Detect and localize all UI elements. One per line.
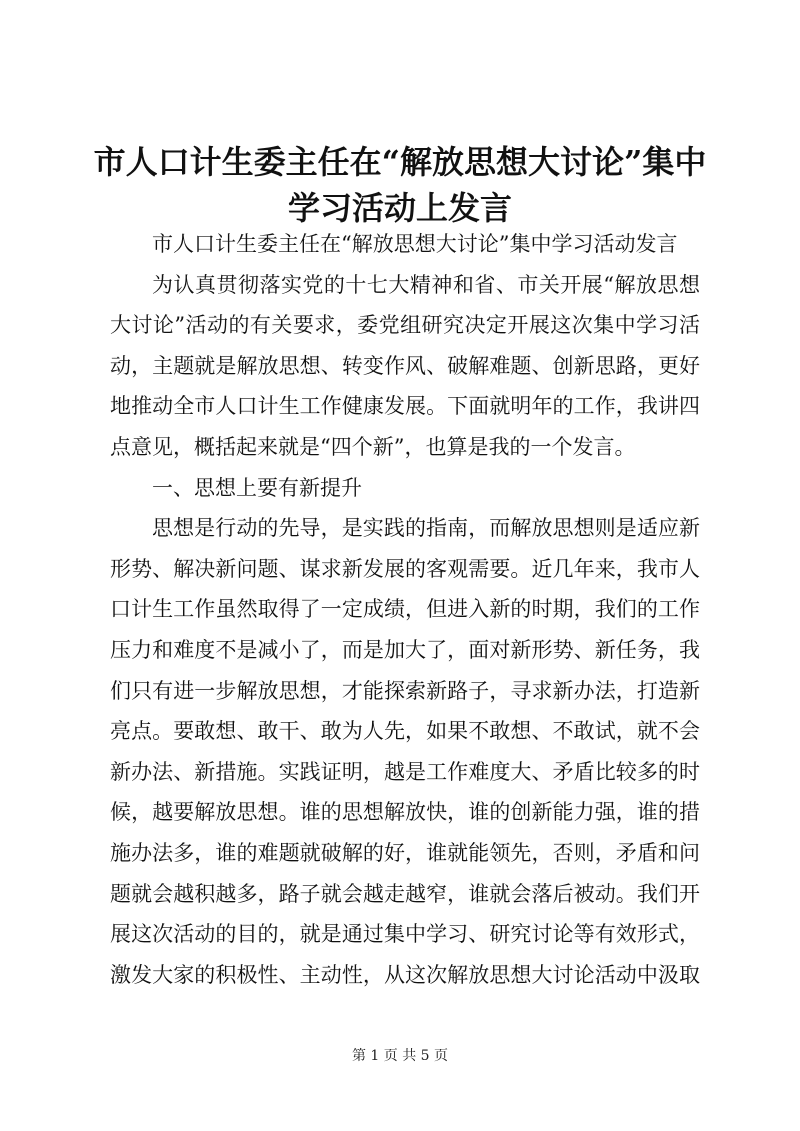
page-footer: 第 1 页 共 5 页 bbox=[351, 1048, 449, 1064]
paragraph-line: 们只有进一步解放思想，才能探索新路子，寻求新办法，打造新 bbox=[110, 678, 700, 703]
paragraph-line: 激发大家的积极性、主动性，从这次解放思想大讨论活动中汲取 bbox=[110, 962, 700, 987]
document-title-line-2: 学习活动上发言 bbox=[287, 189, 512, 227]
subtitle-line: 市人口计生委主任在“解放思想大讨论”集中学习活动发言 bbox=[152, 232, 678, 256]
paragraph-line: 题就会越积越多，路子就会越走越窄，谁就会落后被动。我们开 bbox=[110, 881, 700, 906]
paragraph-line: 地推动全市人口计生工作健康发展。下面就明年的工作，我讲四 bbox=[110, 394, 700, 419]
paragraph-line: 展这次活动的目的，就是通过集中学习、研究讨论等有效形式， bbox=[110, 922, 700, 947]
document-title-line-1: 市人口计生委主任在“解放思想大讨论”集中 bbox=[93, 143, 707, 181]
paragraph-line: 亮点。要敢想、敢干、敢为人先，如果不敢想、不敢试，就不会 bbox=[110, 719, 700, 744]
paragraph-line: 点意见，概括起来就是“四个新”，也算是我的一个发言。 bbox=[110, 434, 636, 459]
paragraph-line: 形势、解决新问题、谋求新发展的客观需要。近几年来，我市人 bbox=[110, 556, 700, 581]
paragraph-line: 压力和难度不是减小了，而是加大了，面对新形势、新任务，我 bbox=[110, 637, 700, 662]
paragraph-line: 思想是行动的先导，是实践的指南，而解放思想则是适应新 bbox=[152, 516, 700, 541]
section-heading: 一、思想上要有新提升 bbox=[152, 475, 362, 500]
document-body bbox=[110, 224, 700, 995]
paragraph-line: 大讨论”活动的有关要求，委党组研究决定开展这次集中学习活 bbox=[110, 313, 700, 338]
paragraph-line: 动，主题就是解放思想、转变作风、破解难题、创新思路，更好 bbox=[110, 353, 700, 378]
paragraph-line: 口计生工作虽然取得了一定成绩，但进入新的时期，我们的工作 bbox=[110, 597, 700, 622]
paragraph-line: 候，越要解放思想。谁的思想解放快，谁的创新能力强，谁的措 bbox=[110, 800, 700, 825]
paragraph-line: 新办法、新措施。实践证明，越是工作难度大、矛盾比较多的时 bbox=[110, 759, 700, 784]
paragraph-line: 为认真贯彻落实党的十七大精神和省、市关开展“解放思想 bbox=[152, 272, 700, 297]
paragraph-line: 施办法多，谁的难题就破解的好，谁就能领先，否则，矛盾和问 bbox=[110, 840, 700, 865]
